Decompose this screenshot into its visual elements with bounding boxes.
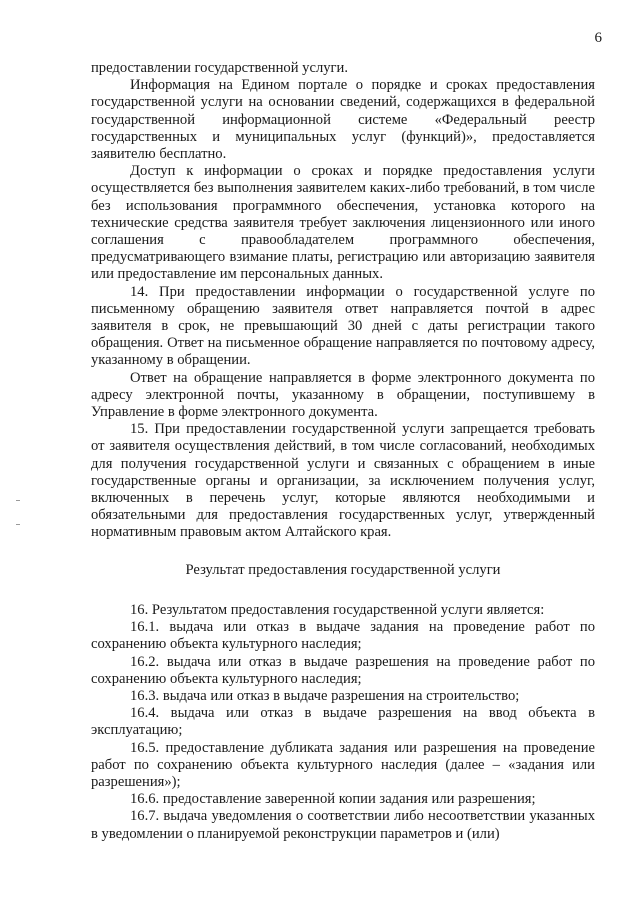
- paragraph-16: 16. Результатом предоставления государственной услуги является:: [130, 601, 545, 618]
- paragraph-unified-portal-info: Информация на Едином портале о порядке и сроках предоставления государственной услуги на основании сведений, содержащихся в федеральной государственной информационной системе «Федеральный реестр государственных и муниципальных услуг (функций)», предоставляется заявителю бесплатно.: [91, 77, 595, 163]
- margin-mark: [16, 500, 20, 501]
- paragraph-15: 15. При предоставлении государственной услуги запрещается требовать от заявителя осуществления действий, в том числе согласований, необходимых для получения государственной услуги и связанных с обращением в иные государственные органы и организации, за исключением получения услуг, включенных в перечень услуг, которые являются необходимыми и обязательными для предоставления государственных услуг, утвержденный нормативным правовым актом Алтайского края.: [91, 421, 595, 541]
- paragraph-14: 14. При предоставлении информации о государственной услуге по письменному обращению заявителя ответ направляется почтой в адрес заявителя в срок, не превышающий 30 дней с даты регистрации такого обращения. Ответ на письменное обращение направляется по почтовому адресу, указанному в обращении.: [91, 283, 595, 369]
- paragraph-16-3: 16.3. выдача или отказ в выдаче разрешения на строительство;: [130, 687, 520, 704]
- margin-mark: [16, 524, 20, 525]
- paragraph-electronic-response: Ответ на обращение направляется в форме электронного документа по адресу электронной почты, указанному в обращении, поступившему в Управление в форме электронного документа.: [91, 369, 595, 421]
- paragraph-continuation: предоставлении государственной услуги.: [91, 60, 348, 76]
- paragraph-16-6: 16.6. предоставление заверенной копии задания или разрешения;: [130, 791, 536, 808]
- page-number: 6: [594, 30, 602, 46]
- document-body: [91, 60, 595, 843]
- paragraph-16-7: 16.7. выдача уведомления о соответствии либо несоответствии указанных в уведомлении о планируемой реконструкции параметров и (или): [91, 808, 595, 842]
- paragraph-16-2: 16.2. выдача или отказ в выдаче разрешения на проведение работ по сохранению объекта культурного наследия;: [91, 653, 595, 687]
- section-heading: Результат предоставления государственной услуги: [185, 561, 501, 578]
- paragraph-16-4: 16.4. выдача или отказ в выдаче разрешения на ввод объекта в эксплуатацию;: [91, 705, 595, 739]
- paragraph-access-to-info: Доступ к информации о сроках и порядке предоставления услуги осуществляется без выполнения заявителем каких-либо требований, в том числе без использования программного обеспечения, установка которого на технические средства заявителя требует заключения лицензионного или иного соглашения с правообладателем программного обеспечения, предусматривающего взимание платы, регистрацию или авторизацию заявителя или предоставление им персональных данных.: [91, 163, 595, 283]
- paragraph-16-1: 16.1. выдача или отказ в выдаче задания на проведение работ по сохранению объекта культурного наследия;: [91, 619, 595, 653]
- paragraph-16-5: 16.5. предоставление дубликата задания или разрешения на проведение работ по сохранению объекта культурного наследия (далее – «задания или разрешения»);: [91, 739, 595, 790]
